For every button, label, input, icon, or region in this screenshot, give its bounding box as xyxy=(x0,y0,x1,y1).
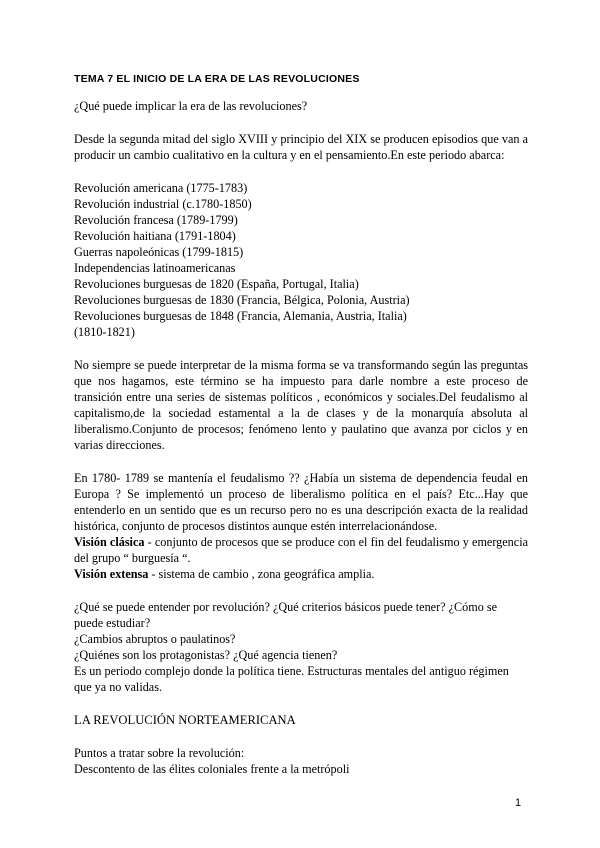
intro-paragraph: Desde la segunda mitad del siglo XVIII y principio del XIX se producen episodios que van a producir un cambio cualitativo en la cultura y en el pensamiento.En este periodo abarca: xyxy=(74,132,528,162)
list-item: Revoluciones burguesas de 1848 (Francia, Alemania, Austria, Italia) xyxy=(74,309,407,323)
vision-extensa-text: - sistema de cambio , zona geográfica amplia. xyxy=(148,567,375,581)
page-number: 1 xyxy=(515,797,522,809)
list-item: Revoluciones burguesas de 1830 (Francia, Bélgica, Polonia, Austria) xyxy=(74,293,410,307)
list-item: Guerras napoleónicas (1799-1815) xyxy=(74,245,244,259)
interpretation-paragraph: No siempre se puede interpretar de la misma forma se va transformando según las preguntas que nos hagamos, este término se ha impuesto para darle nombre a este proceso de transición entre una series de sistemas políticos , económicos y sociales.Del feudalismo al capitalismo,de la sociedad estamental a la de clases y de la monarquía absoluta al liberalismo.Conjunto de procesos; fenómeno lento y paulatino que avanza por ciclos y en varias direcciones. xyxy=(74,358,528,452)
protagonists-question: ¿Quiénes son los protagonistas? ¿Qué agencia tienen? xyxy=(74,648,338,662)
vision-clasica-text: - conjunto de procesos que se produce con el fin del feudalismo y emergencia del grupo “ burguesía “. xyxy=(74,535,528,565)
list-item: (1810-1821) xyxy=(74,325,135,339)
feudalism-paragraph: En 1780- 1789 se mantenía el feudalismo ?? ¿Había un sistema de dependencia feudal en Europa ? Se implementó un proceso de liberalismo política en el país? Etc...Hay que entenderlo en un sentido que es un recurso pero no es una descripción exacta de la realidad histórica, conjunto de procesos distintos aunque estén interrelacionándose. xyxy=(74,471,528,533)
section-heading: LA REVOLUCIÓN NORTEAMERICANA xyxy=(74,713,296,727)
revolutions-list xyxy=(74,180,528,340)
list-item: Revolución haitiana (1791-1804) xyxy=(74,229,236,243)
opening-question: ¿Qué puede implicar la era de las revoluciones? xyxy=(74,99,308,113)
list-item: Revolución francesa (1789-1799) xyxy=(74,213,238,227)
list-item: Independencias latinoamericanas xyxy=(74,261,236,275)
vision-clasica-label: Visión clásica xyxy=(74,535,145,549)
complex-period-text: Es un periodo complejo donde la política tiene. Estructuras mentales del antiguo régimen que ya no validas. xyxy=(74,664,509,694)
document-title: TEMA 7 EL INICIO DE LA ERA DE LAS REVOLUCIONES xyxy=(74,73,360,85)
list-item: Revoluciones burguesas de 1820 (España, Portugal, Italia) xyxy=(74,277,359,291)
points-intro: Puntos a tratar sobre la revolución: xyxy=(74,746,245,760)
vision-extensa-paragraph xyxy=(74,566,528,582)
vision-clasica-paragraph xyxy=(74,534,528,566)
vision-extensa-label: Visión extensa xyxy=(74,567,149,581)
revolution-questions: ¿Qué se puede entender por revolución? ¿Qué criterios básicos puede tener? ¿Cómo se puede estudiar? xyxy=(74,600,498,630)
document-body xyxy=(74,72,528,777)
list-item: Revolución industrial (c.1780-1850) xyxy=(74,197,252,211)
changes-question: ¿Cambios abruptos o paulatinos? xyxy=(74,632,236,646)
point-item: Descontento de las élites coloniales frente a la metrópoli xyxy=(74,762,350,776)
list-item: Revolución americana (1775-1783) xyxy=(74,181,248,195)
